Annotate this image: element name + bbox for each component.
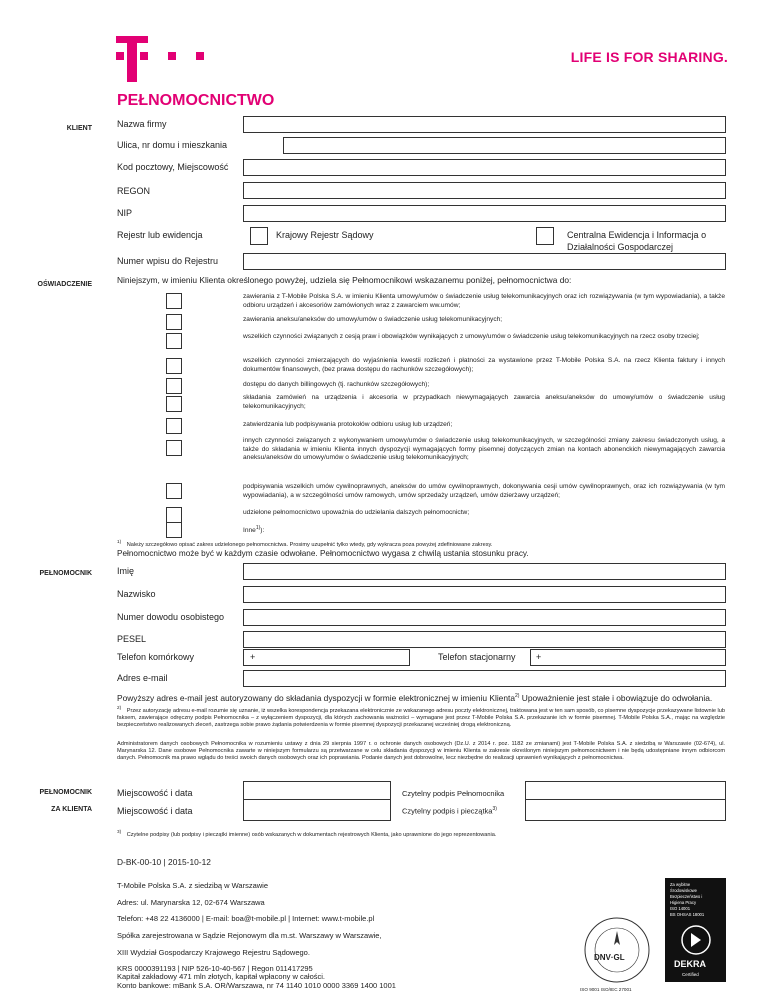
footnote-1-text: Należy szczegółowo opisać zakres udzielonego pełnomocnictwa. Prosimy uzupełnić tylko wtedy, gdy wykracza poza powyżej zdefiniowane zakresy. <box>126 541 493 548</box>
label-postal: Kod pocztowy, Miejscowość <box>117 162 229 172</box>
label-place-date-1: Miejscowość i data <box>117 788 193 798</box>
certificate-seal-icon <box>582 915 652 985</box>
input-place-date-2[interactable] <box>243 799 391 821</box>
label-sig-proxy: Czytelny podpis Pełnomocnika <box>402 789 505 798</box>
footnote-ref-3: 3) <box>492 806 497 812</box>
dnv-certificate-seal <box>580 915 652 992</box>
checkbox-option-10[interactable] <box>166 507 182 523</box>
label-reg-number: Numer wpisu do Rejestru <box>117 256 219 266</box>
sig-client-text: Czytelny podpis i pieczątka <box>402 806 493 816</box>
input-last-name[interactable] <box>243 586 726 603</box>
option-5: dostępu do danych billingowych (tj. rachunków szczegółowych); <box>243 381 430 388</box>
footer-line-5: XIII Wydział Gospodarczy Krajowego Rejestru Sądowego. <box>117 948 310 957</box>
page-title: PEŁNOMOCNICTWO <box>117 92 275 109</box>
section-pelnomocnik: PEŁNOMOCNIK <box>39 570 92 577</box>
checkbox-ceidg[interactable] <box>536 227 554 245</box>
footer-line-7: Kapitał zakładowy 471 mln złotych, kapitał wpłacony w całości. <box>117 972 326 981</box>
label-street: Ulica, nr domu i mieszkania <box>117 140 228 150</box>
doc-code: D-BK-00-10 | 2015-10-12 <box>117 857 211 867</box>
option-1: zawierania z T-Mobile Polska S.A. w imieniu Klienta umowy/umów o świadczenie usług telekomunikacyjnych oraz ich rozwiązywania (w tym wypowiadania), a także odbioru urządzeń i akcesoriów zamówionych wraz z zawarciem ww.umów; <box>243 293 725 309</box>
dekra-wound-6: BS OHSAS 18001 <box>670 912 705 917</box>
input-landline[interactable] <box>530 649 726 666</box>
label-id-number: Numer dowodu osobistego <box>117 612 225 622</box>
input-street[interactable] <box>283 137 726 154</box>
option-3: wszelkich czynności związanych z cesją praw i obowiązków wynikających z umowy/umów o świadczenie usług telekomunikacyjnych na rzecz osoby trzeciej; <box>243 333 700 340</box>
t-mobile-logo <box>116 36 206 82</box>
checkbox-krs[interactable] <box>250 227 268 245</box>
dekra-wound-2: Środowiskowe <box>670 888 697 893</box>
option-11-label: Inne <box>243 527 256 535</box>
input-regon[interactable] <box>243 182 726 199</box>
input-company[interactable] <box>243 116 726 133</box>
input-email[interactable] <box>243 670 726 687</box>
footer-line-2: Adres: ul. Marynarska 12, 02-674 Warszawa <box>117 898 265 907</box>
dekra-wound-3: Bezpieczeństwo i <box>670 894 703 899</box>
footer-line-8: Konto bankowe: mBank S.A. OR/Warszawa, nr 74 1140 1010 0000 3369 1400 1001 <box>117 981 396 990</box>
dekra-emblem-icon <box>680 924 712 956</box>
section-klient: KLIENT <box>66 125 92 132</box>
label-last-name: Nazwisko <box>117 589 156 599</box>
dekra-wound-5: ISO 14001 <box>670 906 691 911</box>
label-nip: NIP <box>117 208 133 218</box>
label-ceidg-1: Centralna Ewidencja i Informacja o <box>567 230 707 240</box>
footer-line-3: Telefon: +48 22 4136000 | E-mail: boa@t-mobile.pl | Internet: www.t-mobile.pl <box>117 914 375 923</box>
checkbox-option-1[interactable] <box>166 293 182 309</box>
footnote-3-mark: 3) <box>117 829 122 834</box>
input-nip[interactable] <box>243 205 726 222</box>
gdpr-notice: Administratorem danych osobowych Pełnomocnika w rozumieniu ustawy z dnia 29 sierpnia 1997 r. o ochronie danych osobowych (Dz.U. z 2014 r. poz. 1182 ze zmianami) jest T-Mobile Polska S.A. z siedzibą w Warszawie (02-674), ul. Marynarska 12. Dane osobowe Pełnomocnika zawarte w niniejszym formularzu są przetwarzane w celu składania dyspozycji w imieniu Klienta w zakresie określonym niniejszym pełnomocnictwem i nie będą udostępniane innym odbiorcom danych. Pełnomocnik ma prawo wglądu do treści swoich danych osobowych oraz ich poprawiania. Podanie danych jest dobrowolne, lecz niezbędne do realizacji uprawnień wynikających z pełnomocnictwa. <box>117 741 725 762</box>
dekra-badge <box>665 878 726 982</box>
label-sig-client <box>402 806 497 816</box>
footnote-2 <box>117 704 725 729</box>
declaration-text: Niniejszym, w imieniu Klienta określonego powyżej, udziela się Pełnomocnikowi wskazanemu poniżej, pełnomocnictwa do: <box>117 275 572 285</box>
footnote-2-text: Przez autoryzację adresu e-mail rozumie się uznanie, iż wszelka korespondencja przekazana elektronicznie ze wskazanego adresu poczty elektronicznej, traktowana jest w ten sam sposób, co pisemne dyspozycje przekazywane listownie lub faksem, zawierające odręczny podpis Pełnomocnika – z wyłączeniem dyspozycji, dla których zachowania ważności – wymagane jest przez T-Mobile Polska S.A. przekazanie ich w formie pisemnej. T-Mobile Polska S.A., mając na względzie bezpieczeństwo realizowanych zleceń, zastrzega sobie prawo żądania potwierdzenia w formie pisemnej dyspozycji przekazanej wcześniej drogą elektroniczną. <box>117 707 725 729</box>
label-first-name: Imię <box>117 566 135 576</box>
checkbox-option-11[interactable] <box>166 522 182 538</box>
option-10: udzielone pełnomocnictwo upoważnia do udzielania dalszych pełnomocnictw; <box>243 509 470 516</box>
option-6: składania zamówień na urządzenia i akcesoria w przypadkach niewymagających zawarcia aneksu/aneksów do umowy/umów o świadczenie usług telekomunikacyjnych; <box>243 394 725 410</box>
option-8: innych czynności związanych z wykonywaniem umowy/umów o świadczenie usług telekomunikacyjnych, w szczególności zmiany zakresu świadczonych usług, a także do składania w imieniu Klienta innych dyspozycji wymagających formy pisemnej dotyczących zmian na kontach abonenckich niewymagających zawarcia aneksu/aneksów do umowy/umów o świadczenie usług telekomunikacyjnych; <box>243 437 725 462</box>
iso-text: ISO 9001 ISO/IEC 27001 <box>580 987 632 992</box>
footer-line-1: T-Mobile Polska S.A. z siedzibą w Warszawie <box>117 881 269 890</box>
label-pesel: PESEL <box>117 634 147 644</box>
dekra-sub-text: Certified <box>682 972 699 977</box>
label-landline: Telefon stacjonarny <box>438 652 516 662</box>
email-authorization <box>117 693 712 703</box>
footer-line-6: KRS 0000391193 | NIP 526-10-40-567 | Regon 011417295 <box>117 964 313 973</box>
dekra-wound-4: Higiena Pracy <box>670 900 697 905</box>
input-pesel[interactable] <box>243 631 726 648</box>
sign-klient-label: ZA KLIENTA <box>51 806 92 813</box>
footnote-3-text: Czytelne podpisy (lub podpisy i pieczątki imienne) osób wskazanych w dokumentach rejestrowych Klienta, jako uprawnione do jego reprezentowania. <box>126 831 497 838</box>
label-registry: Rejestr lub ewidencja <box>117 230 203 240</box>
label-mobile: Telefon komórkowy <box>117 652 195 662</box>
option-11 <box>243 524 725 536</box>
dekra-text: DEKRA <box>674 959 707 969</box>
option-7: zatwierdzania lub podpisywania protokołów odbioru usług lub urządzeń; <box>243 421 453 428</box>
input-sig-client[interactable] <box>525 799 726 821</box>
option-2: zawierania aneksu/aneksów do umowy/umów o świadczenie usług telekomunikacyjnych; <box>243 316 503 323</box>
section-oswiadczenie: OŚWIADCZENIE <box>37 281 92 288</box>
footnote-ref-1: 1) <box>255 525 261 531</box>
mobile-plus: + <box>250 652 256 662</box>
label-ceidg-2: Działalności Gospodarczej <box>567 242 674 252</box>
footnote-ref-2: 2) <box>514 693 520 700</box>
label-company: Nazwa firmy <box>117 119 167 129</box>
footer-line-4: Spółka zarejestrowana w Sądzie Rejonowym dla m.st. Warszawy w Warszawie, <box>117 931 382 940</box>
option-4: wszelkich czynności zmierzających do wyjaśnienia kwestii rozliczeń i płatności za wystawione przez T-Mobile Polska S.A. na rzecz Klienta faktury i innych dokumentów finansowych, (bez prawa dostępu do rachunków szczegółowych); <box>243 357 725 373</box>
checkbox-option-2[interactable] <box>166 314 182 330</box>
input-mobile[interactable] <box>243 649 410 666</box>
checkbox-option-3[interactable] <box>166 333 182 349</box>
label-regon: REGON <box>117 186 151 196</box>
input-reg-number[interactable] <box>243 253 726 270</box>
footnote-1-mark: 1) <box>117 539 122 544</box>
checkbox-option-8[interactable] <box>166 440 182 456</box>
checkbox-option-5[interactable] <box>166 378 182 394</box>
slogan: LIFE IS FOR SHARING. <box>570 49 728 65</box>
email-auth-text-2: Upoważnienie jest stałe i obowiązuje do odwołania. <box>519 693 713 703</box>
input-first-name[interactable] <box>243 563 726 580</box>
t-logo-icon <box>116 36 206 82</box>
email-auth-text: Powyższy adres e-mail jest autoryzowany do składania dyspozycji w formie elektronicznej w imieniu Klienta <box>117 693 515 703</box>
option-11-suffix: ): <box>260 527 265 535</box>
footnote-3 <box>117 828 725 839</box>
sign-pelnomocnik-label: PEŁNOMOCNIK <box>39 789 92 796</box>
footnote-1 <box>117 538 717 549</box>
checkbox-option-4[interactable] <box>166 358 182 374</box>
label-krs: Krajowy Rejestr Sądowy <box>276 230 374 240</box>
dekra-wound-1: Za wybitne <box>670 882 691 887</box>
landline-plus: + <box>536 652 542 662</box>
label-place-date-2: Miejscowość i data <box>117 806 193 816</box>
checkbox-option-9[interactable] <box>166 483 182 499</box>
label-email: Adres e-mail <box>117 673 168 683</box>
revocation-text: Pełnomocnictwo może być w każdym czasie odwołane. Pełnomocnictwo wygasa z chwilą ustania stosunku pracy. <box>117 549 529 558</box>
input-id-number[interactable] <box>243 609 726 626</box>
option-9: podpisywania wszelkich umów cywilnoprawnych, aneksów do umów cywilnoprawnych, dokonywania cesji umów cywilnoprawnych, oraz ich rozwiązywania (w tym wypowiadania), a w szczególności umów ramowych, umów sprzedaży urządzeń, umów dzierżawy urządzeń; <box>243 483 725 499</box>
footnote-2-mark: 2) <box>117 705 122 710</box>
dnv-text: DNV·GL <box>594 953 625 962</box>
input-postal[interactable] <box>243 159 726 176</box>
checkbox-option-6[interactable] <box>166 396 182 412</box>
checkbox-option-7[interactable] <box>166 418 182 434</box>
